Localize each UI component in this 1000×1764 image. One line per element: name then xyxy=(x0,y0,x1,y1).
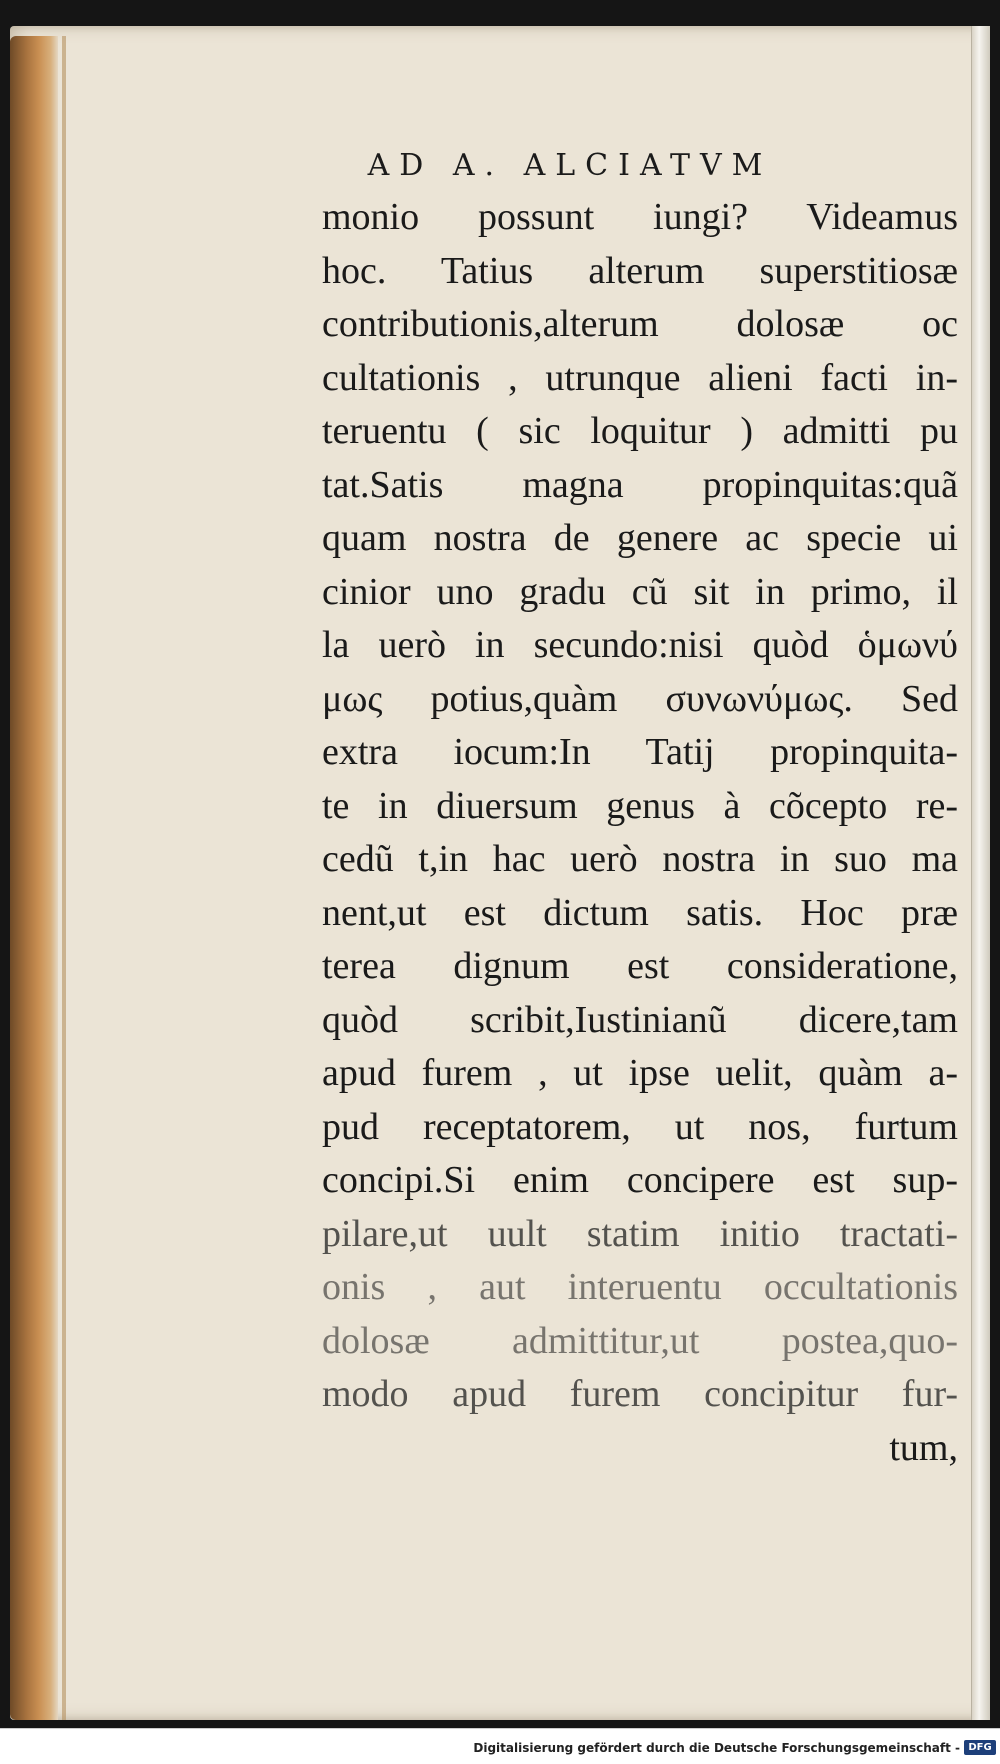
page-edge xyxy=(971,26,990,1720)
text-line: pilare,ut uult statim initio tractati- xyxy=(322,1212,958,1255)
text-line: hoc. Tatius alterum superstitiosæ xyxy=(322,249,958,292)
book-spine xyxy=(10,36,58,1720)
text-line: contributionis,alterum dolosæ oc xyxy=(322,303,958,345)
text-line: cultationis , utrunque alieni facti in- xyxy=(322,356,958,399)
text-line: μως potius,quàm συνωνύμως. Sed xyxy=(322,677,958,720)
text-line: cinior uno gradu cũ sit in primo, il xyxy=(322,570,958,613)
text-line: tat.Satis magna propinquitas:quã xyxy=(322,463,958,506)
text-line: pud receptatorem, ut nos, furtum xyxy=(322,1105,958,1148)
text-line: concipi.Si enim concipere est sup- xyxy=(322,1159,958,1201)
text-line: te in diuersum genus à cõcepto re- xyxy=(322,784,958,827)
text-line: dolosæ admittitur,ut postea,quo- xyxy=(322,1319,958,1362)
text-line: teruentu ( sic loquitur ) admitti pu xyxy=(322,410,958,452)
text-line: quòd scribit,Iustinianũ dicere,tam xyxy=(322,998,958,1041)
paper-page xyxy=(10,26,990,1720)
body-text xyxy=(322,191,958,1475)
text-line: cedũ t,in hac uerò nostra in suo ma xyxy=(322,838,958,880)
funding-notice: Digitalisierung gefördert durch die Deutsche Forschungsgemeinschaft - xyxy=(473,1741,960,1755)
text-line: monio possunt iungi? Videamus xyxy=(322,196,958,238)
text-line: onis , aut interuentu occultationis xyxy=(322,1266,958,1308)
text-line: la uerò in secundo:nisi quòd ὁμωνύ xyxy=(322,624,958,666)
text-line: terea dignum est consideratione, xyxy=(322,945,958,987)
text-line: apud furem , ut ipse uelit, quàm a- xyxy=(322,1052,958,1094)
text-line: quam nostra de genere ac specie ui xyxy=(322,517,958,559)
gutter-shadow xyxy=(62,36,66,1720)
text-line: modo apud furem concipitur fur- xyxy=(322,1373,958,1415)
catchword: tum, xyxy=(889,1426,958,1469)
text-line: nent,ut est dictum satis. Hoc præ xyxy=(322,891,958,934)
text-line: extra iocum:In Tatij propinquita- xyxy=(322,731,958,773)
dfg-logo: DFG xyxy=(964,1740,996,1755)
running-header: AD A. ALCIATVM xyxy=(367,148,773,183)
